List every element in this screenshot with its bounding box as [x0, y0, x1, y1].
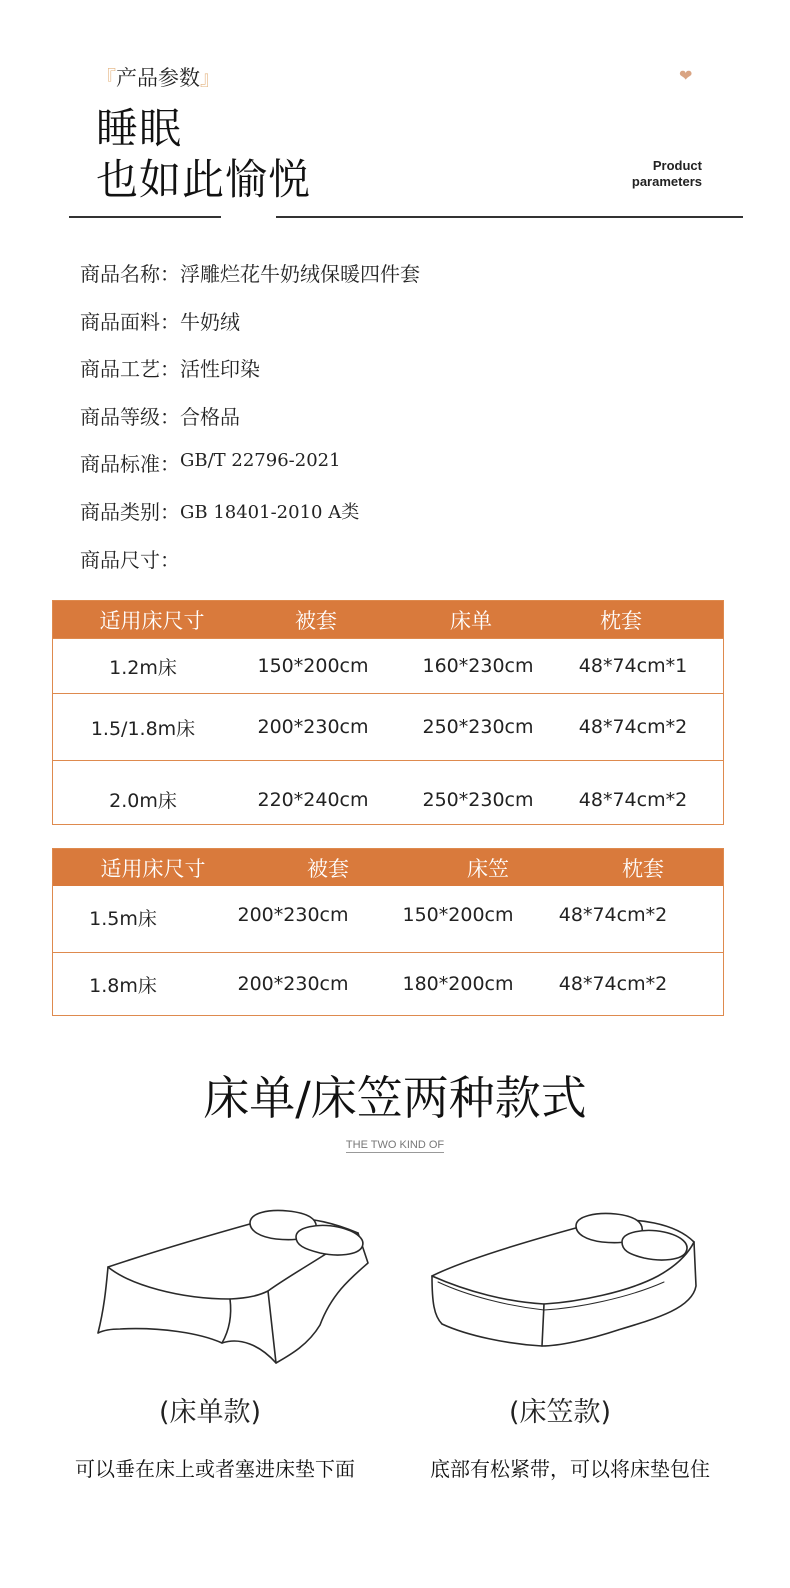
- header-cell: 床笠: [467, 856, 509, 881]
- spec-colon: ：: [160, 262, 180, 286]
- spec-value: GB 18401-2010 A类: [180, 501, 360, 523]
- spec-row-standard: [80, 448, 720, 496]
- table-cell: 48*74cm*2: [558, 904, 668, 926]
- spec-colon: ：: [160, 499, 180, 524]
- table-cell: 200*230cm: [237, 973, 349, 995]
- spec-label: 商品标准: [80, 452, 160, 477]
- spec-row-process: [80, 353, 720, 401]
- bracket-open: 『: [96, 66, 116, 90]
- english-subtitle-line-1: Product: [652, 158, 702, 173]
- spec-value: 活性印染: [180, 357, 260, 382]
- spec-value: GB/T 22796-2021: [180, 450, 341, 472]
- table-cell: 48*74cm*2: [578, 788, 688, 811]
- table-header: [53, 849, 723, 886]
- styles-subtitle-text: THE TWO KIND OF: [345, 1139, 445, 1151]
- divider-left: [69, 216, 221, 218]
- table-cell: 160*230cm: [422, 655, 534, 677]
- header-cell: 适用床尺寸: [99, 608, 205, 633]
- spec-row-fabric: [80, 306, 720, 354]
- variant-name-flat: (床单款): [158, 1397, 262, 1428]
- table-row: [53, 760, 723, 824]
- spec-label: 商品尺寸: [80, 547, 160, 572]
- table-cell: 48*74cm*1: [578, 655, 688, 677]
- bracket-close: 』: [200, 66, 220, 90]
- variant-desc-flat: 可以垂在床上或者塞进床垫下面: [75, 1457, 355, 1481]
- styles-subtitle: [0, 1139, 790, 1151]
- styles-title: 床单/床笠两种款式: [203, 1071, 587, 1125]
- spec-colon: ：: [160, 547, 180, 572]
- header-cell: 枕套: [600, 608, 642, 633]
- flat-sheet-bed-icon: [90, 1205, 385, 1380]
- spec-value: 牛奶绒: [180, 309, 240, 334]
- spec-value: 浮雕烂花牛奶绒保暖四件套: [180, 262, 420, 286]
- page-title: [96, 103, 311, 205]
- fitted-sheet-bed-icon: [428, 1212, 700, 1362]
- spec-colon: ：: [160, 452, 180, 477]
- table-cell: 200*230cm: [257, 716, 369, 738]
- spec-list: [80, 258, 720, 591]
- table-cell: 1.5/1.8m床: [90, 717, 196, 740]
- table-cell: 150*200cm: [257, 655, 369, 677]
- heart-icon: ❤: [679, 66, 693, 85]
- variant-desc-fitted: 底部有松紧带，可以将床垫包住: [430, 1457, 710, 1481]
- table-cell: 150*200cm: [402, 904, 514, 926]
- divider-right: [276, 216, 743, 218]
- table-header: [53, 601, 723, 638]
- spec-label: 商品工艺: [80, 357, 160, 382]
- header-cell: 被套: [295, 608, 337, 633]
- size-table-flat-sheet: [52, 600, 724, 825]
- spec-row-grade: [80, 401, 720, 449]
- spec-label: 商品面料: [80, 309, 160, 334]
- table-cell: 48*74cm*2: [558, 973, 668, 995]
- table-cell: 1.8m床: [89, 974, 157, 997]
- spec-label: 商品等级: [80, 404, 160, 429]
- english-subtitle: [600, 158, 702, 190]
- table-cell: 1.2m床: [109, 656, 177, 679]
- table-row: [53, 693, 723, 760]
- english-subtitle-line-2: parameters: [631, 174, 702, 189]
- table-row: [53, 952, 723, 1015]
- table-row: [53, 638, 723, 693]
- spec-label: 商品类别: [80, 499, 160, 524]
- spec-colon: ：: [160, 309, 180, 334]
- table-cell: 200*230cm: [237, 904, 349, 926]
- spec-label: 商品名称: [80, 262, 160, 286]
- spec-row-size: [80, 544, 720, 592]
- table-cell: 48*74cm*2: [578, 716, 688, 738]
- spec-value: 合格品: [180, 404, 240, 429]
- table-cell: 2.0m床: [109, 790, 177, 812]
- table-cell: 180*200cm: [402, 973, 514, 995]
- spec-colon: ：: [160, 404, 180, 429]
- spec-colon: ：: [160, 357, 180, 382]
- header-cell: 床单: [450, 608, 492, 633]
- header-cell: 适用床尺寸: [100, 856, 206, 881]
- header-cell: 被套: [307, 856, 349, 881]
- table-cell: 250*230cm: [422, 788, 534, 811]
- table-cell: 220*240cm: [257, 788, 369, 811]
- table-cell: 250*230cm: [422, 716, 534, 738]
- table-cell: 1.5m床: [89, 908, 157, 930]
- header-cell: 枕套: [622, 856, 664, 881]
- headline-line-2: 也如此愉悦: [96, 155, 312, 204]
- table-row: [53, 886, 723, 952]
- spec-row-name: [80, 258, 720, 306]
- section-tag: [96, 62, 220, 92]
- size-table-fitted-sheet: [52, 848, 724, 1016]
- variant-name-fitted: (床笠款): [508, 1397, 612, 1428]
- section-tag-label: 产品参数: [116, 66, 200, 90]
- headline-line-1: 睡眠: [96, 104, 183, 153]
- spec-row-category: [80, 496, 720, 544]
